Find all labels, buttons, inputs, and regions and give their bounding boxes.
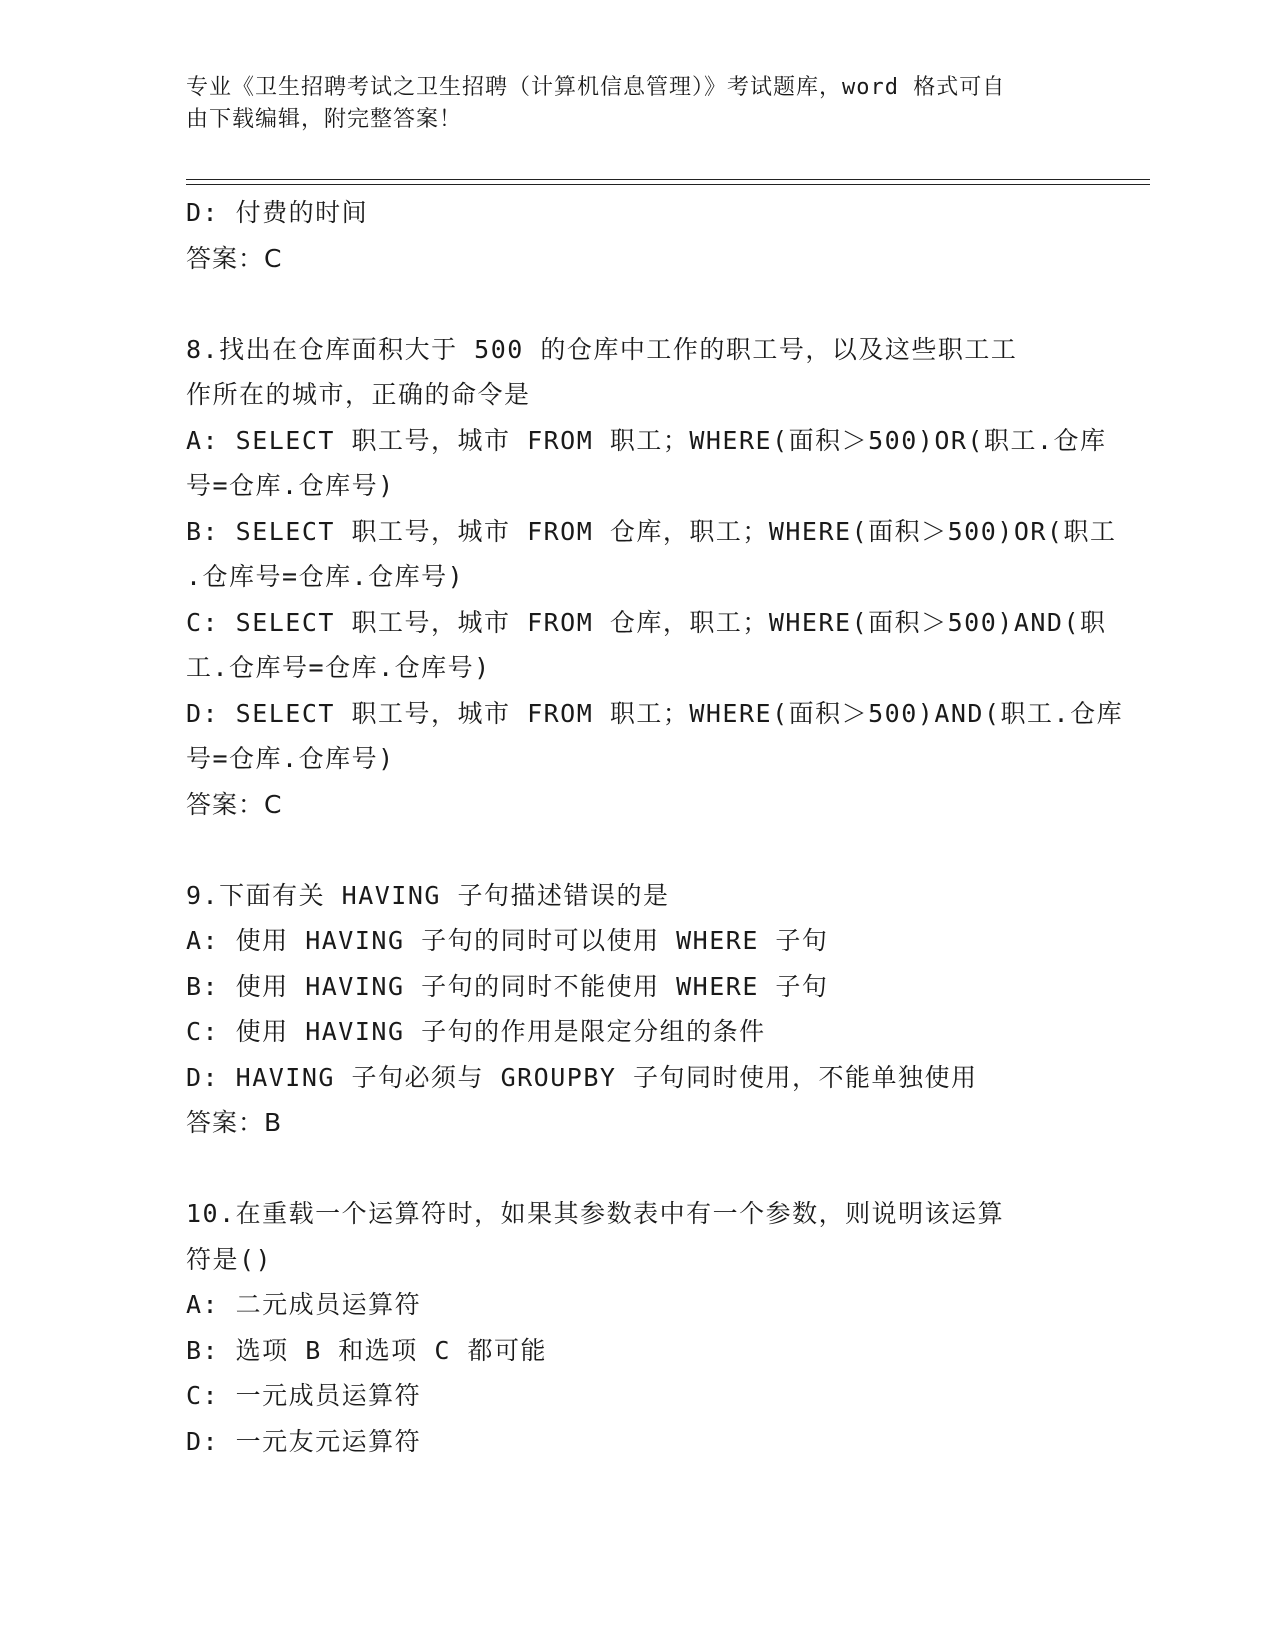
- question-stem: 8.找出在仓库面积大于 500 的仓库中工作的职工号，以及这些职工工: [186, 334, 1018, 364]
- question-list: [186, 190, 1124, 1464]
- option-b: B: SELECT 职工号，城市 FROM 仓库，职工；WHERE(面积＞500)OR(职工: [186, 516, 1117, 546]
- answer-line: 答案：C: [186, 243, 283, 273]
- question-10: [186, 1191, 1086, 1464]
- option-a: A: 二元成员运算符: [186, 1290, 422, 1319]
- header-line-1: 专业《卫生招聘考试之卫生招聘（计算机信息管理）》考试题库，word 格式可自: [186, 75, 1006, 100]
- question-8: [186, 327, 1124, 828]
- question-7-tail: [186, 190, 1086, 281]
- option-d: D: 付费的时间: [186, 198, 369, 227]
- header-divider-bottom: [186, 184, 1150, 185]
- option-c: C: SELECT 职工号，城市 FROM 仓库，职工；WHERE(面积＞500)AND(职: [186, 607, 1107, 637]
- question-stem-cont: 作所在的城市，正确的命令是: [186, 380, 531, 409]
- question-9: [186, 873, 1086, 1146]
- spacer: [186, 281, 1086, 327]
- option-b: B: 选项 B 和选项 C 都可能: [186, 1335, 547, 1365]
- option-d: D: 一元友元运算符: [186, 1426, 422, 1456]
- option-a: A: 使用 HAVING 子句的同时可以使用 WHERE 子句: [186, 926, 829, 955]
- document-header: [186, 72, 1066, 136]
- option-c: C: 使用 HAVING 子句的作用是限定分组的条件: [186, 1017, 766, 1046]
- option-b-cont: .仓库号=仓库.仓库号): [186, 562, 465, 591]
- option-a: A: SELECT 职工号，城市 FROM 职工；WHERE(面积＞500)OR(职工.仓库: [186, 425, 1107, 455]
- question-stem: 10.在重载一个运算符时，如果其参数表中有一个参数，则说明该运算: [186, 1199, 1005, 1228]
- question-stem-cont: 符是(): [186, 1244, 273, 1274]
- spacer: [186, 1146, 1086, 1192]
- option-b: B: 使用 HAVING 子句的同时不能使用 WHERE 子句: [186, 971, 829, 1001]
- answer-line: 答案：B: [186, 1108, 283, 1137]
- option-d: D: HAVING 子句必须与 GROUPBY 子句同时使用，不能单独使用: [186, 1062, 978, 1092]
- option-c-cont: 工.仓库号=仓库.仓库号): [186, 653, 491, 682]
- answer-line: 答案：C: [186, 789, 283, 819]
- header-divider-top: [186, 179, 1150, 180]
- header-line-2: 由下载编辑，附完整答案！: [186, 107, 463, 132]
- option-c: C: 一元成员运算符: [186, 1381, 422, 1410]
- spacer: [186, 827, 1086, 873]
- option-d-cont: 号=仓库.仓库号): [186, 744, 395, 773]
- option-d: D: SELECT 职工号，城市 FROM 职工；WHERE(面积＞500)AND(职工.仓库: [186, 698, 1124, 728]
- question-stem: 9.下面有关 HAVING 子句描述错误的是: [186, 880, 670, 910]
- option-a-cont: 号=仓库.仓库号): [186, 471, 395, 500]
